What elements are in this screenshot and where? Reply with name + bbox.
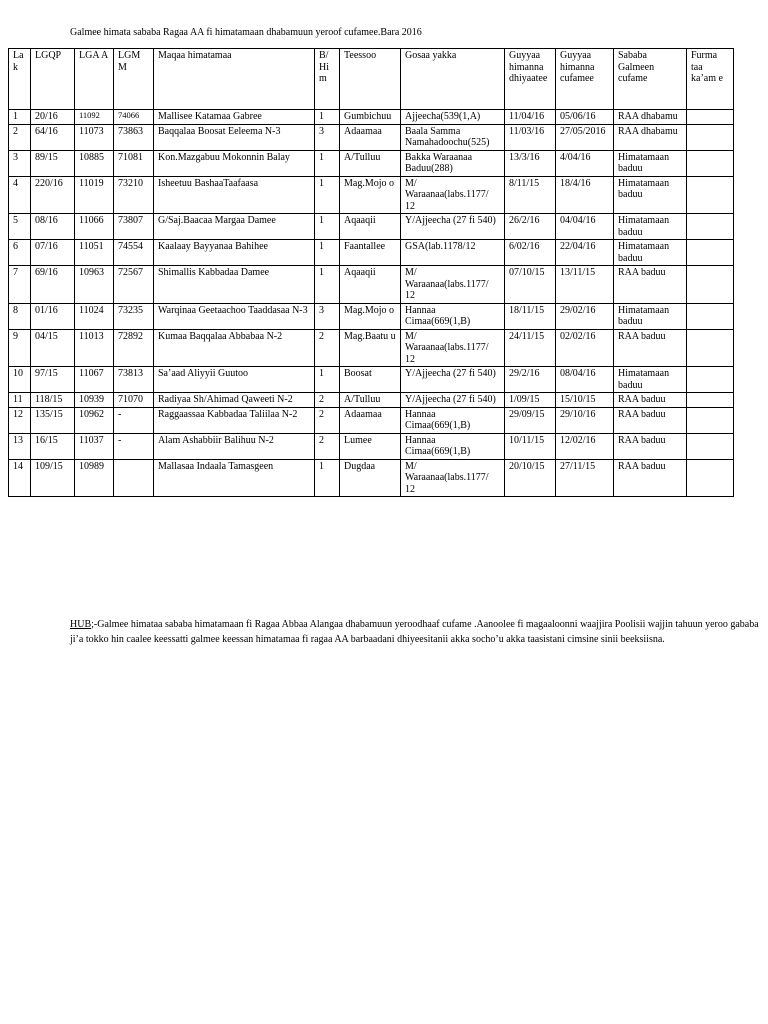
table-cell: 07/16 bbox=[31, 240, 75, 266]
table-cell: Dugdaa bbox=[340, 459, 401, 497]
table-cell: 1 bbox=[315, 150, 340, 176]
table-cell: 11051 bbox=[75, 240, 114, 266]
header-cell: Guyyaa himanna dhiyaatee bbox=[505, 49, 556, 110]
table-cell: Hannaa Cimaa(669(1,B) bbox=[401, 303, 505, 329]
table-cell: Y/Ajjeecha (27 fi 540) bbox=[401, 393, 505, 408]
table-row bbox=[9, 214, 734, 240]
table-cell: Sa’aad Aliyyii Guutoo bbox=[154, 367, 315, 393]
table-cell bbox=[687, 240, 734, 266]
table-cell: Kumaa Baqqalaa Abbabaa N-2 bbox=[154, 329, 315, 367]
table-cell: RAA baduu bbox=[614, 459, 687, 497]
table-cell: Mag.Mojo o bbox=[340, 176, 401, 214]
table-cell: 15/10/15 bbox=[556, 393, 614, 408]
table-cell: Bakka Waraanaa Baduu(288) bbox=[401, 150, 505, 176]
table-cell: RAA baduu bbox=[614, 393, 687, 408]
note-text: ;-Galmee himataa sababa himatamaan fi Ragaa Abbaa Alangaa dhabamuun yeroodhaaf cufame .Aanoolee fi magaaloonni waajjira Poolisii wajjin tahuun yeroo gababa ji’a tokko hin caalee keessatti galmee keessan himatamaa fi ragaa AA barbaadani dhiyeesitanii akka socho’u akka taasistani cimsine sinii beeksiisna. bbox=[70, 619, 759, 645]
table-cell: 20/16 bbox=[31, 110, 75, 125]
table-cell: Warqinaa Geetaachoo Taaddasaa N-3 bbox=[154, 303, 315, 329]
table-cell: 1 bbox=[315, 240, 340, 266]
table-cell: 08/16 bbox=[31, 214, 75, 240]
table-cell: 16/15 bbox=[31, 433, 75, 459]
table-cell bbox=[114, 459, 154, 497]
header-cell: Teessoo bbox=[340, 49, 401, 110]
table-row bbox=[9, 393, 734, 408]
table-cell: Radiyaa Sh/Ahimad Qaweeti N-2 bbox=[154, 393, 315, 408]
table-cell: Faantallee bbox=[340, 240, 401, 266]
table-cell: Boosat bbox=[340, 367, 401, 393]
table-cell: Mallasaa Indaala Tamasgeen bbox=[154, 459, 315, 497]
table-cell: 11067 bbox=[75, 367, 114, 393]
table-cell: Shimallis Kabbadaa Damee bbox=[154, 266, 315, 304]
table-cell: Baala Samma Namahadoochu(525) bbox=[401, 124, 505, 150]
table-cell: RAA dhabamu bbox=[614, 124, 687, 150]
table-cell: 7 bbox=[9, 266, 31, 304]
table-cell bbox=[687, 329, 734, 367]
table-cell: 1 bbox=[315, 459, 340, 497]
table-row bbox=[9, 407, 734, 433]
table-cell: RAA baduu bbox=[614, 329, 687, 367]
table-cell: A/Tulluu bbox=[340, 150, 401, 176]
table-cell: Y/Ajjeecha (27 fi 540) bbox=[401, 214, 505, 240]
table-cell: 02/02/16 bbox=[556, 329, 614, 367]
table-cell: 109/15 bbox=[31, 459, 75, 497]
table-cell: 27/11/15 bbox=[556, 459, 614, 497]
table-row bbox=[9, 176, 734, 214]
table-header-row bbox=[9, 49, 734, 110]
table-cell: Raggaassaa Kabbadaa Taliilaa N-2 bbox=[154, 407, 315, 433]
table-cell: 73210 bbox=[114, 176, 154, 214]
table-row bbox=[9, 266, 734, 304]
table-cell: 72567 bbox=[114, 266, 154, 304]
table-cell: 11037 bbox=[75, 433, 114, 459]
table-cell: 18/4/16 bbox=[556, 176, 614, 214]
table-cell: 10 bbox=[9, 367, 31, 393]
table-cell: 69/16 bbox=[31, 266, 75, 304]
table-cell: Hannaa Cimaa(669(1,B) bbox=[401, 407, 505, 433]
header-cell: Furma taa ka’am e bbox=[687, 49, 734, 110]
table-cell: RAA dhabamu bbox=[614, 110, 687, 125]
table-cell: 3 bbox=[315, 124, 340, 150]
table-cell: 05/06/16 bbox=[556, 110, 614, 125]
table-cell: 13/3/16 bbox=[505, 150, 556, 176]
table-cell: 29/02/16 bbox=[556, 303, 614, 329]
table-cell bbox=[687, 124, 734, 150]
table-cell: 29/10/16 bbox=[556, 407, 614, 433]
table-cell: 1 bbox=[315, 176, 340, 214]
table-cell: 89/15 bbox=[31, 150, 75, 176]
table-cell: 73863 bbox=[114, 124, 154, 150]
header-cell: LGA A bbox=[75, 49, 114, 110]
table-cell: 12/02/16 bbox=[556, 433, 614, 459]
table-cell: - bbox=[114, 407, 154, 433]
table-cell: 10962 bbox=[75, 407, 114, 433]
table-cell: 72892 bbox=[114, 329, 154, 367]
table-cell: 118/15 bbox=[31, 393, 75, 408]
table-cell: 3 bbox=[315, 303, 340, 329]
table-cell: Adaamaa bbox=[340, 407, 401, 433]
header-cell: Guyyaa himanna cufamee bbox=[556, 49, 614, 110]
table-cell: M/ Waraanaa(labs.1177/ 12 bbox=[401, 329, 505, 367]
table-cell: 1 bbox=[315, 110, 340, 125]
header-cell: Gosaa yakka bbox=[401, 49, 505, 110]
table-cell bbox=[687, 214, 734, 240]
table-cell: Isheetuu BashaaTaafaasa bbox=[154, 176, 315, 214]
header-cell: Maqaa himatamaa bbox=[154, 49, 315, 110]
table-cell: 11 bbox=[9, 393, 31, 408]
table-row bbox=[9, 459, 734, 497]
table-cell: 20/10/15 bbox=[505, 459, 556, 497]
table-cell: 22/04/16 bbox=[556, 240, 614, 266]
table-cell: RAA baduu bbox=[614, 266, 687, 304]
table-cell: Mag.Baatu u bbox=[340, 329, 401, 367]
table-cell: M/ Waraanaa(labs.1177/ 12 bbox=[401, 266, 505, 304]
table-cell: 10939 bbox=[75, 393, 114, 408]
table-cell: 6/02/16 bbox=[505, 240, 556, 266]
table-cell: 14 bbox=[9, 459, 31, 497]
table-cell bbox=[687, 407, 734, 433]
note-paragraph bbox=[70, 618, 760, 647]
table-cell: 10885 bbox=[75, 150, 114, 176]
table-cell: 08/04/16 bbox=[556, 367, 614, 393]
table-row bbox=[9, 433, 734, 459]
table-cell: 74066 bbox=[114, 110, 154, 125]
table-cell: Ajjeecha(539(1,A) bbox=[401, 110, 505, 125]
table-row bbox=[9, 367, 734, 393]
table-cell bbox=[687, 266, 734, 304]
table-cell bbox=[687, 303, 734, 329]
table-cell: Himatamaan baduu bbox=[614, 176, 687, 214]
table-cell: Kon.Mazgabuu Mokonnin Balay bbox=[154, 150, 315, 176]
table-cell: 74554 bbox=[114, 240, 154, 266]
table-cell: GSA(lab.1178/12 bbox=[401, 240, 505, 266]
table-cell: 2 bbox=[315, 433, 340, 459]
table-row bbox=[9, 150, 734, 176]
table-cell: 1 bbox=[315, 367, 340, 393]
table-cell: 10989 bbox=[75, 459, 114, 497]
table-cell: 73235 bbox=[114, 303, 154, 329]
table-cell: 11/03/16 bbox=[505, 124, 556, 150]
table-cell: 18/11/15 bbox=[505, 303, 556, 329]
table-cell bbox=[687, 393, 734, 408]
table-cell: 71081 bbox=[114, 150, 154, 176]
table-cell: 11066 bbox=[75, 214, 114, 240]
table-cell: 6 bbox=[9, 240, 31, 266]
table-cell: Baqqalaa Boosat Eeleema N-3 bbox=[154, 124, 315, 150]
table-cell: M/ Waraanaa(labs.1177/ 12 bbox=[401, 459, 505, 497]
table-cell: 04/15 bbox=[31, 329, 75, 367]
table-cell: 24/11/15 bbox=[505, 329, 556, 367]
table-cell bbox=[687, 176, 734, 214]
header-cell: B/ Hi m bbox=[315, 49, 340, 110]
table-cell: 220/16 bbox=[31, 176, 75, 214]
table-cell: 1 bbox=[315, 266, 340, 304]
table-cell: Himatamaan baduu bbox=[614, 150, 687, 176]
table-cell: 1 bbox=[315, 214, 340, 240]
table-cell: 135/15 bbox=[31, 407, 75, 433]
document-title: Galmee himata sababa Ragaa AA fi himatamaan dhabamuun yeroof cufamee.Bara 2016 bbox=[70, 27, 422, 38]
table-row bbox=[9, 110, 734, 125]
table-cell: 11073 bbox=[75, 124, 114, 150]
table-cell: 71070 bbox=[114, 393, 154, 408]
table-cell: 04/04/16 bbox=[556, 214, 614, 240]
table-cell bbox=[687, 433, 734, 459]
table-cell: 5 bbox=[9, 214, 31, 240]
table-cell: 4 bbox=[9, 176, 31, 214]
table-cell bbox=[687, 459, 734, 497]
table-cell bbox=[687, 367, 734, 393]
table-row bbox=[9, 124, 734, 150]
table-cell: 29/09/15 bbox=[505, 407, 556, 433]
table-cell: - bbox=[114, 433, 154, 459]
case-table bbox=[8, 48, 734, 497]
table-cell: 73813 bbox=[114, 367, 154, 393]
table-cell: 64/16 bbox=[31, 124, 75, 150]
table-cell bbox=[687, 110, 734, 125]
table-cell: Gumbichuu bbox=[340, 110, 401, 125]
table-cell: 10/11/15 bbox=[505, 433, 556, 459]
header-cell: Sababa Galmeen cufame bbox=[614, 49, 687, 110]
table-cell: Mag.Mojo o bbox=[340, 303, 401, 329]
table-cell: 2 bbox=[315, 407, 340, 433]
table-cell: Y/Ajjeecha (27 fi 540) bbox=[401, 367, 505, 393]
table-cell: 13 bbox=[9, 433, 31, 459]
table-cell: 11024 bbox=[75, 303, 114, 329]
header-cell: LGM M bbox=[114, 49, 154, 110]
table-cell: A/Tulluu bbox=[340, 393, 401, 408]
table-cell: G/Saj.Baacaa Margaa Damee bbox=[154, 214, 315, 240]
table-cell: 97/15 bbox=[31, 367, 75, 393]
table-row bbox=[9, 240, 734, 266]
table-cell: 12 bbox=[9, 407, 31, 433]
table-cell: Himatamaan baduu bbox=[614, 214, 687, 240]
table-cell: 8/11/15 bbox=[505, 176, 556, 214]
table-cell: 11019 bbox=[75, 176, 114, 214]
table-cell: Himatamaan baduu bbox=[614, 303, 687, 329]
table-cell bbox=[687, 150, 734, 176]
table-cell: 11013 bbox=[75, 329, 114, 367]
header-cell: LGQP bbox=[31, 49, 75, 110]
table-cell: 1/09/15 bbox=[505, 393, 556, 408]
table-cell: 2 bbox=[9, 124, 31, 150]
table-cell: 26/2/16 bbox=[505, 214, 556, 240]
table-cell: 2 bbox=[315, 393, 340, 408]
table-cell: RAA baduu bbox=[614, 433, 687, 459]
table-cell: M/ Waraanaa(labs.1177/ 12 bbox=[401, 176, 505, 214]
header-cell: La k bbox=[9, 49, 31, 110]
table-cell: 2 bbox=[315, 329, 340, 367]
table-cell: 07/10/15 bbox=[505, 266, 556, 304]
table-row bbox=[9, 303, 734, 329]
table-cell: Lumee bbox=[340, 433, 401, 459]
table-cell: 01/16 bbox=[31, 303, 75, 329]
table-cell: 27/05/2016 bbox=[556, 124, 614, 150]
table-cell: Aqaaqii bbox=[340, 214, 401, 240]
table-cell: 73807 bbox=[114, 214, 154, 240]
table-cell: 29/2/16 bbox=[505, 367, 556, 393]
table-cell: 10963 bbox=[75, 266, 114, 304]
table-cell: RAA baduu bbox=[614, 407, 687, 433]
table-cell: 11/04/16 bbox=[505, 110, 556, 125]
table-cell: 9 bbox=[9, 329, 31, 367]
table-cell: Alam Ashabbiir Balihuu N-2 bbox=[154, 433, 315, 459]
note-label: HUB bbox=[70, 619, 92, 630]
table-cell: 3 bbox=[9, 150, 31, 176]
table-cell: Kaalaay Bayyanaa Bahihee bbox=[154, 240, 315, 266]
table-row bbox=[9, 329, 734, 367]
table-cell: 13/11/15 bbox=[556, 266, 614, 304]
table-cell: 8 bbox=[9, 303, 31, 329]
table-cell: Hannaa Cimaa(669(1,B) bbox=[401, 433, 505, 459]
table-cell: 11092 bbox=[75, 110, 114, 125]
table-cell: Mallisee Katamaa Gabree bbox=[154, 110, 315, 125]
table-cell: Aqaaqii bbox=[340, 266, 401, 304]
table-cell: Adaamaa bbox=[340, 124, 401, 150]
table-cell: Himatamaan baduu bbox=[614, 367, 687, 393]
table-cell: Himatamaan baduu bbox=[614, 240, 687, 266]
table-cell: 4/04/16 bbox=[556, 150, 614, 176]
table-cell: 1 bbox=[9, 110, 31, 125]
